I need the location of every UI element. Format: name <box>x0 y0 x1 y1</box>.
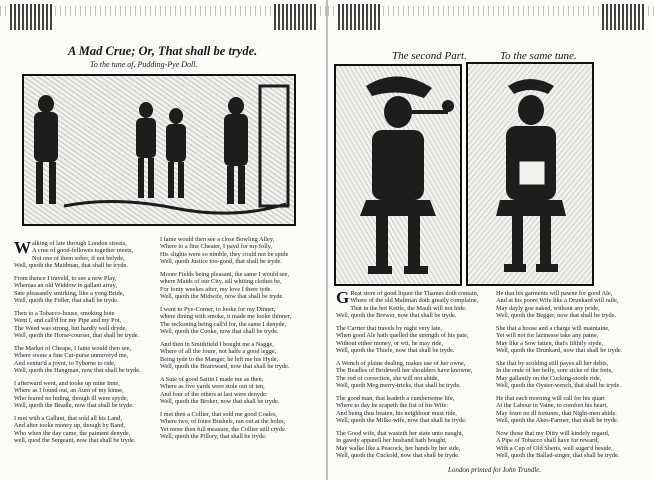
verse-column-1 <box>336 290 492 465</box>
verse-line: And ventur'd a joynt, to Tyborne to ride, <box>14 359 116 367</box>
stanza <box>496 395 646 424</box>
woodcut-man-with-basket <box>466 62 594 286</box>
verse-line: Went I, and call'd for my Pipe and my Pot, <box>14 317 122 325</box>
stanza <box>496 325 646 354</box>
verse-column-2 <box>160 236 316 446</box>
verse-line: Now those that my Ditty will kindely regard, <box>496 429 610 437</box>
verse-line: I afterward went, and tooke up mine Inne, <box>14 379 120 387</box>
verse-line: For fonty weekes after, my love I there tyde. <box>160 285 273 293</box>
man-smoking-pipe-icon <box>336 66 460 284</box>
verse-line: A crue of good-fellowes together meets, <box>32 247 134 255</box>
verse-line: May dayly goe naked, without any pride, <box>496 304 600 312</box>
verse-line: He that his garments will pawne for good Ale, <box>496 290 613 297</box>
verse-line: Well, quoth the Broker, now that shall be tryde. <box>160 397 280 405</box>
ornament-corner-right <box>274 4 318 30</box>
stanza <box>160 306 316 335</box>
stanza <box>14 380 152 409</box>
verse-line: Being tyde to the Manger, he left me his Hyde, <box>160 355 279 363</box>
verse-line: Well, quoth the Fidler, that shall be tryde. <box>14 297 119 304</box>
stanza <box>496 430 646 459</box>
verse-line: Well, quoth the Beadle, now that shall be tryde. <box>14 401 134 409</box>
verse-line: I fame would then see a close Bowling Alley, <box>160 236 275 243</box>
ballad-title: A Mad Crue; Or, That shall be tryde. <box>68 44 258 58</box>
verse-column-1 <box>14 240 152 450</box>
stanza <box>160 236 316 265</box>
verse-column-2 <box>496 290 646 465</box>
verse-line: And four of the others at last were denyde: <box>160 390 268 398</box>
verse-line: Who when the day came, the paiment denyde, <box>14 429 131 437</box>
verse-line: Well, quoth the Hangman, now that shall be tryde. <box>14 366 141 374</box>
verse-line: I met with a Gallant, that sold all his Land, <box>14 414 122 422</box>
verse-line: Reat store of good liquor the Thames doth contain, <box>350 290 479 297</box>
verse-line: Well, quoth the Oyster-wench, that shall be tryde. <box>496 381 621 389</box>
stanza <box>160 271 316 300</box>
stanza <box>160 376 316 405</box>
woodcut-figures-icon <box>24 76 294 224</box>
verse-line: Well, quoth the Akes-Farmer, that shall be tryde. <box>496 416 619 424</box>
verse-line: May like a Sow fatten, that's filthily styde, <box>496 339 603 347</box>
man-with-basket-icon <box>468 64 592 284</box>
verse-line: The rod of correction, she will not abide, <box>336 374 439 382</box>
verse-line: Whereas an old Widdow in gallant array, <box>14 282 117 290</box>
verse-line: Yet will not for lazinesse take any paine, <box>496 332 599 340</box>
stanza <box>14 345 152 374</box>
verse-line: Where to a fine Cheater, I payd for my folly, <box>160 243 273 251</box>
stanza <box>14 240 152 269</box>
verse-line: Well, quoth the Midwife, now that shall be tryde. <box>160 293 284 300</box>
verse-line: where dining with smoke, it made me looke thinner, <box>160 313 292 321</box>
verse-line: A Sute of good Sattin I made me as then, <box>160 375 264 383</box>
verse-line: That in the hot Kettle, the Mault will not hide. <box>350 304 467 312</box>
verse-line: Where of all the foure, not halfe a good legge, <box>160 348 277 356</box>
verse-line: Well, quoth the Thiefe, now that shall be tryde. <box>336 347 455 354</box>
verse-line: The Carrier that travels by night very late, <box>336 324 442 332</box>
verse-line: A Wench of plaine dealing, makes use of her owne, <box>336 359 466 367</box>
verse-line: At the Labour in Vaine, to comfort his heart, <box>496 402 608 410</box>
verse-line: Well, quoth the Milke-wife, now that shall be tryde. <box>336 416 467 424</box>
verse-line: May gallantly on the Cucking-stoole ride, <box>496 374 602 382</box>
verse-line: Well, quoth the Ballad-singer, that shall be tryde. <box>496 451 620 459</box>
verse-line: Moore Fields being pleasant, the same I would see, <box>160 270 290 278</box>
verse-line: I went to Pye-Corner, to looke for my Dinner, <box>160 305 276 313</box>
verse-line: Well, quoth the Begger, now that shall be tryde. <box>496 312 617 320</box>
verse-line: May walke like a Peacock, her hands by her side, <box>336 444 461 452</box>
verse-line: His slights were so nimble, they could not be spide <box>160 250 289 258</box>
left-page <box>0 0 326 480</box>
verse-line: The good man, that leadeth a cumbersome life, <box>336 394 455 402</box>
verse-line: Well, quoth the Cuckold, now that shall be tryde. <box>336 451 460 459</box>
verse-line: A Pipe of Tobacco shall have for reward, <box>496 437 599 445</box>
ornament-corner-left <box>338 4 382 30</box>
woodcut-illustration <box>22 74 296 226</box>
verse-line: Where as I found out, an Aunt of my kinne, <box>14 387 124 395</box>
verse-line: The Weed was strong, but hardly well dryde, <box>14 324 127 332</box>
right-page <box>328 0 654 480</box>
verse-line: I met then a Collier, that sold me good Coales, <box>160 410 278 418</box>
verse-line: He that each morning will call for his quart <box>496 394 605 402</box>
tune-line: To the tune of, Pudding-Pye Doll. <box>90 60 198 69</box>
stanza <box>496 290 646 319</box>
stanza <box>336 290 492 319</box>
verse-line: The Beadles of Bridewell her shoulders have knowne, <box>336 367 473 375</box>
verse-line: Who feared no hiding, though ill were spyde, <box>14 394 129 402</box>
verse-line: The Market of Cheape, I fame would then see, <box>14 344 132 352</box>
verse-line: Where two, of foure Bushels, ran out at the holes, <box>160 418 286 426</box>
verse-line: Sate pleasantly smirking, like a yong Bride, <box>14 289 125 297</box>
verse-line: Yet more then full measure, the Collier still cryde. <box>160 425 287 433</box>
verse-line: Well, quoth the Beareward, now that shall be tryde. <box>160 362 290 370</box>
verse-line: Well, quoth the Cooke, now that shall be tryde. <box>160 327 279 335</box>
stanza <box>14 415 152 444</box>
stanza <box>160 341 316 370</box>
verse-line: With a Cup of Old Sheris, well suger'd beside, <box>496 444 613 452</box>
verse-line: Without either money, or wit, he may ride, <box>336 339 444 347</box>
verse-line: Then to a Tobacco-house, smoking bote <box>14 309 115 317</box>
verse-line: And being thus beaten, his neighbour must ride, <box>336 409 457 417</box>
verse-line: Well, quoth the Brewer, now that shall be tryde. <box>336 312 457 320</box>
verse-line: Well, quoth Meg merry-tricks, that shall be tryde. <box>336 381 461 389</box>
stanza <box>336 430 492 459</box>
verse-line: And then in Smithfield I bought me a Nagge, <box>160 340 274 348</box>
stanza <box>160 411 316 440</box>
verse-line: She that by scolding still payes all her debts, <box>496 359 609 367</box>
verse-line: Where soone a fine Cut-purse unmoveyd me, <box>14 352 129 360</box>
stanza <box>336 360 492 389</box>
verse-line: And after tooke money up, though by Band, <box>14 422 126 430</box>
verse-line: From thence I traveld, to see a new Play, <box>14 274 117 282</box>
woodcut-man-with-pipe <box>334 64 462 286</box>
part-tune: To the same tune. <box>500 50 577 62</box>
stanza <box>336 395 492 424</box>
verse-line: well, quod the Sergeant, now that shall be tryde. <box>14 436 136 444</box>
verse-line: The Good wife, that wasteth her state unto naught, <box>336 429 464 437</box>
verse-line: Well, quoth the Pillory, that shall be tryde. <box>160 432 267 440</box>
ornament-corner-right <box>602 4 646 30</box>
drop-cap: G <box>336 288 350 307</box>
verse-line: Well, quoth the Horse-courser, that shall be tryde. <box>14 331 140 339</box>
verse-line: Well, quoth Justice too-good, that shall be tryde. <box>160 258 282 266</box>
verse-line: And at his poore Wife like a Drunkard will raile, <box>496 297 619 305</box>
verse-line: Where to day he scapeth the fist of his Wife: <box>336 402 449 410</box>
verse-line: When good Ale hath quelled the strength of his pate, <box>336 332 469 340</box>
printer-imprint: London printed for Iohn Trundle. <box>448 466 542 474</box>
verse-line: May feare no ill fortunes, that Night-men abide. <box>496 409 617 417</box>
verse-line: Where as five yards were stole out of ten, <box>160 383 265 391</box>
verse-line: where Maids of our City, sill whiting clothes be, <box>160 278 282 286</box>
ornament-corner-left <box>10 4 54 30</box>
verse-line: Well, quoth the Drunkard, now that shall be tryde. <box>496 347 623 354</box>
stanza <box>496 360 646 389</box>
verse-line: Where of the old Maltman doth greatly complaine, <box>350 297 479 305</box>
verse-line: alking of late through London streets, <box>32 240 127 247</box>
verse-line: In the ende of her belly, sore sicke of the frets, <box>496 367 613 375</box>
verse-line: Not one of them sober, if not belyde, <box>32 254 125 262</box>
verse-line: She that a house and a charge will maintaine, <box>496 324 610 332</box>
stanza <box>336 325 492 354</box>
stanza <box>14 310 152 339</box>
verse-line: In gawdy apparell her husband hath bought, <box>336 437 447 445</box>
verse-line: The reckoning being call'd for, the same I denyde, <box>160 320 287 328</box>
stanza <box>14 275 152 304</box>
drop-cap: W <box>14 238 31 257</box>
part-title: The second Part. <box>392 50 467 62</box>
verse-line: Well, quoth the Maidman, that shall be tryde. <box>14 262 128 270</box>
